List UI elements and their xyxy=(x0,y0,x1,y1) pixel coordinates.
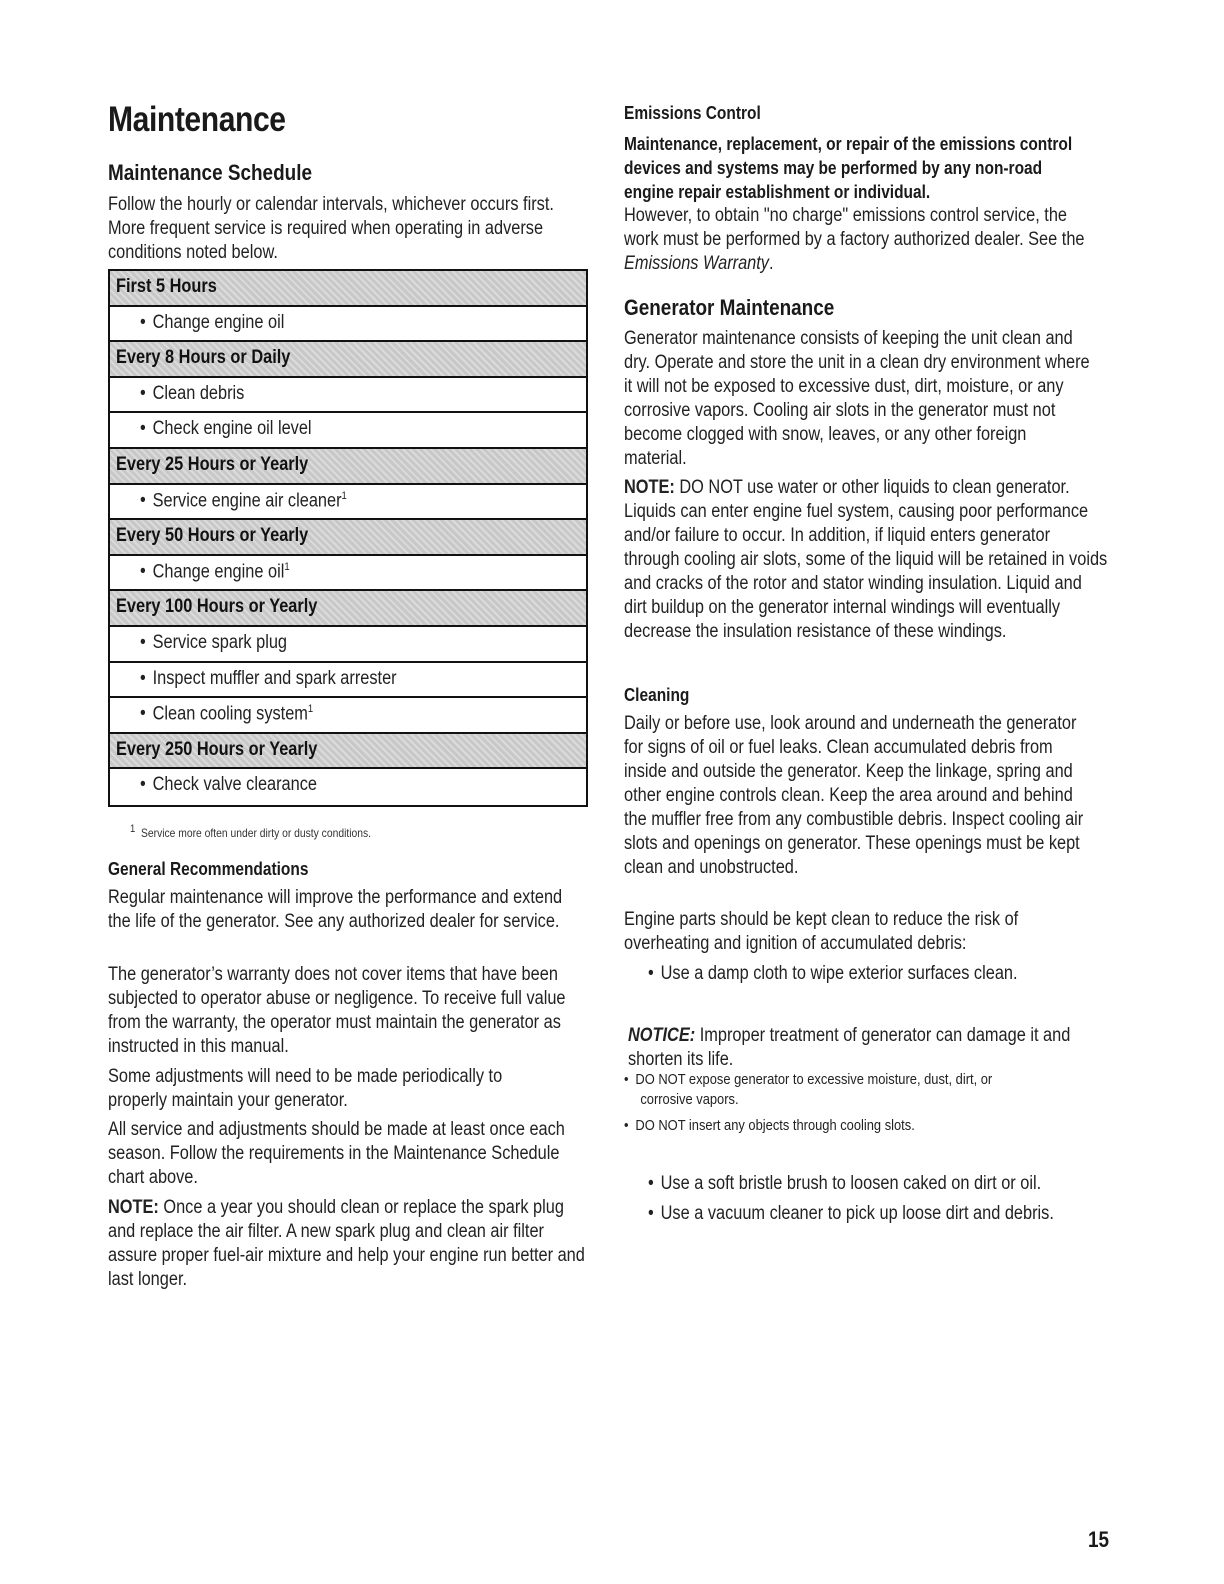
schedule-task: • Clean debris xyxy=(110,378,586,414)
general-p3: Some adjustments will need to be made periodically to properly maintain your generator. xyxy=(108,1066,503,1111)
schedule-interval-header: First 5 Hours xyxy=(110,271,586,307)
general-p4: All service and adjustments should be made at least once each season. Follow the requirements in the Maintenance Schedule chart above. xyxy=(108,1119,565,1188)
general-p1: Regular maintenance will improve the performance and extend the life of the generator. See any authorized dealer for service. xyxy=(108,887,563,932)
generator-note: NOTE: DO NOT use water or other liquids to clean generator. Liquids can enter engine fuel system, causing poor performance and/or failure to occur. In addition, if liquid enters generator through cooling air slots, some of the liquid will be retained in voids and cracks of the rotor and stator winding insulation. Liquid and dirt buildup on the generator internal windings will eventually decrease the insulation resistance of these windings. xyxy=(624,477,1108,642)
schedule-task: • Check engine oil level xyxy=(110,413,586,449)
cleaning-p2: Engine parts should be kept clean to reduce the risk of overheating and ignition of accumulated debris: xyxy=(624,909,1019,954)
schedule-task: • Inspect muffler and spark arrester xyxy=(110,663,586,699)
page-title: Maintenance xyxy=(108,100,286,139)
general-note: NOTE: Once a year you should clean or replace the spark plug and replace the air filter. A new spark plug and clean air filter assure proper fuel-air mixture and help your engine run better and last longer. xyxy=(108,1197,585,1290)
schedule-interval-header: Every 250 Hours or Yearly xyxy=(110,734,586,770)
schedule-task: • Change engine oil xyxy=(110,307,586,343)
list-item: • DO NOT insert any objects through cooling slots. xyxy=(624,1117,915,1134)
schedule-interval-header: Every 8 Hours or Daily xyxy=(110,342,586,378)
cleaning-p1: Daily or before use, look around and underneath the generator for signs of oil or fuel leaks. Clean accumulated debris from inside and outside the generator. Keep the linkage, spring and other engine controls clean. Keep the area around and behind the muffler free from any combustible debris. Inspect cooling air slots and openings on generator. These openings must be kept clean and unobstructed. xyxy=(624,713,1084,878)
schedule-heading: Maintenance Schedule xyxy=(108,160,312,185)
cleaning-bullets-2 xyxy=(648,1172,1120,1226)
schedule-task: • Clean cooling system$^1$ xyxy=(110,698,586,734)
generator-heading: Generator Maintenance xyxy=(624,295,835,320)
emissions-text: However, to obtain "no charge" emissions control service, the work must be performed by a factory authorized dealer. See the Emissions Warranty. xyxy=(624,205,1085,274)
cleaning-bullets-1 xyxy=(648,962,1078,986)
schedule-interval-header: Every 50 Hours or Yearly xyxy=(110,520,586,556)
list-item: • Use a damp cloth to wipe exterior surfaces clean. xyxy=(648,963,1018,984)
schedule-interval-header: Every 100 Hours or Yearly xyxy=(110,591,586,627)
schedule-interval-header: Every 25 Hours or Yearly xyxy=(110,449,586,485)
emissions-heading: Emissions Control xyxy=(624,103,761,123)
notice-bullets xyxy=(624,1070,1052,1136)
list-item: • Use a vacuum cleaner to pick up loose dirt and debris. xyxy=(648,1203,1054,1224)
general-p2: The generator’s warranty does not cover items that have been subjected to operator abuse or negligence. To receive full value from the warranty, the operator must maintain the generator as instructed in this manual. xyxy=(108,964,566,1057)
general-heading: General Recommendations xyxy=(108,859,309,879)
schedule-task: • Check valve clearance xyxy=(140,774,317,796)
list-item: • Use a soft bristle brush to loosen caked on dirt or oil. xyxy=(648,1173,1042,1194)
generator-p1: Generator maintenance consists of keeping the unit clean and dry. Operate and store the unit in a clean dry environment where it will not be exposed to excessive dust, dirt, moisture, or any corrosive vapors. Cooling air slots in the generator must not become clogged with snow, leaves, or any other foreign material. xyxy=(624,328,1090,469)
maintenance-schedule-table xyxy=(108,269,588,807)
notice-block: NOTICE: Improper treatment of generator can damage it and shorten its life. xyxy=(628,1025,1071,1070)
schedule-task: • Change engine oil$^1$ xyxy=(110,556,586,592)
schedule-footnote: $^1$ Service more often under dirty or dusty conditions. xyxy=(130,823,372,840)
cleaning-heading: Cleaning xyxy=(624,685,690,705)
page-number: 15 xyxy=(1088,1527,1110,1552)
schedule-task: • Service spark plug xyxy=(110,627,586,663)
list-item: • DO NOT expose generator to excessive moisture, dust, dirt, or xyxy=(624,1071,993,1088)
schedule-intro: Follow the hourly or calendar intervals, whichever occurs first. More frequent service is required when operating in adverse conditions noted below. xyxy=(108,194,554,263)
schedule-task: • Service engine air cleaner$^1$ xyxy=(110,485,586,521)
list-item: corrosive vapors. xyxy=(640,1091,739,1108)
emissions-bold: Maintenance, replacement, or repair of the emissions control devices and systems may be performed by any non-road engine repair establishment or individual. xyxy=(624,134,1073,202)
